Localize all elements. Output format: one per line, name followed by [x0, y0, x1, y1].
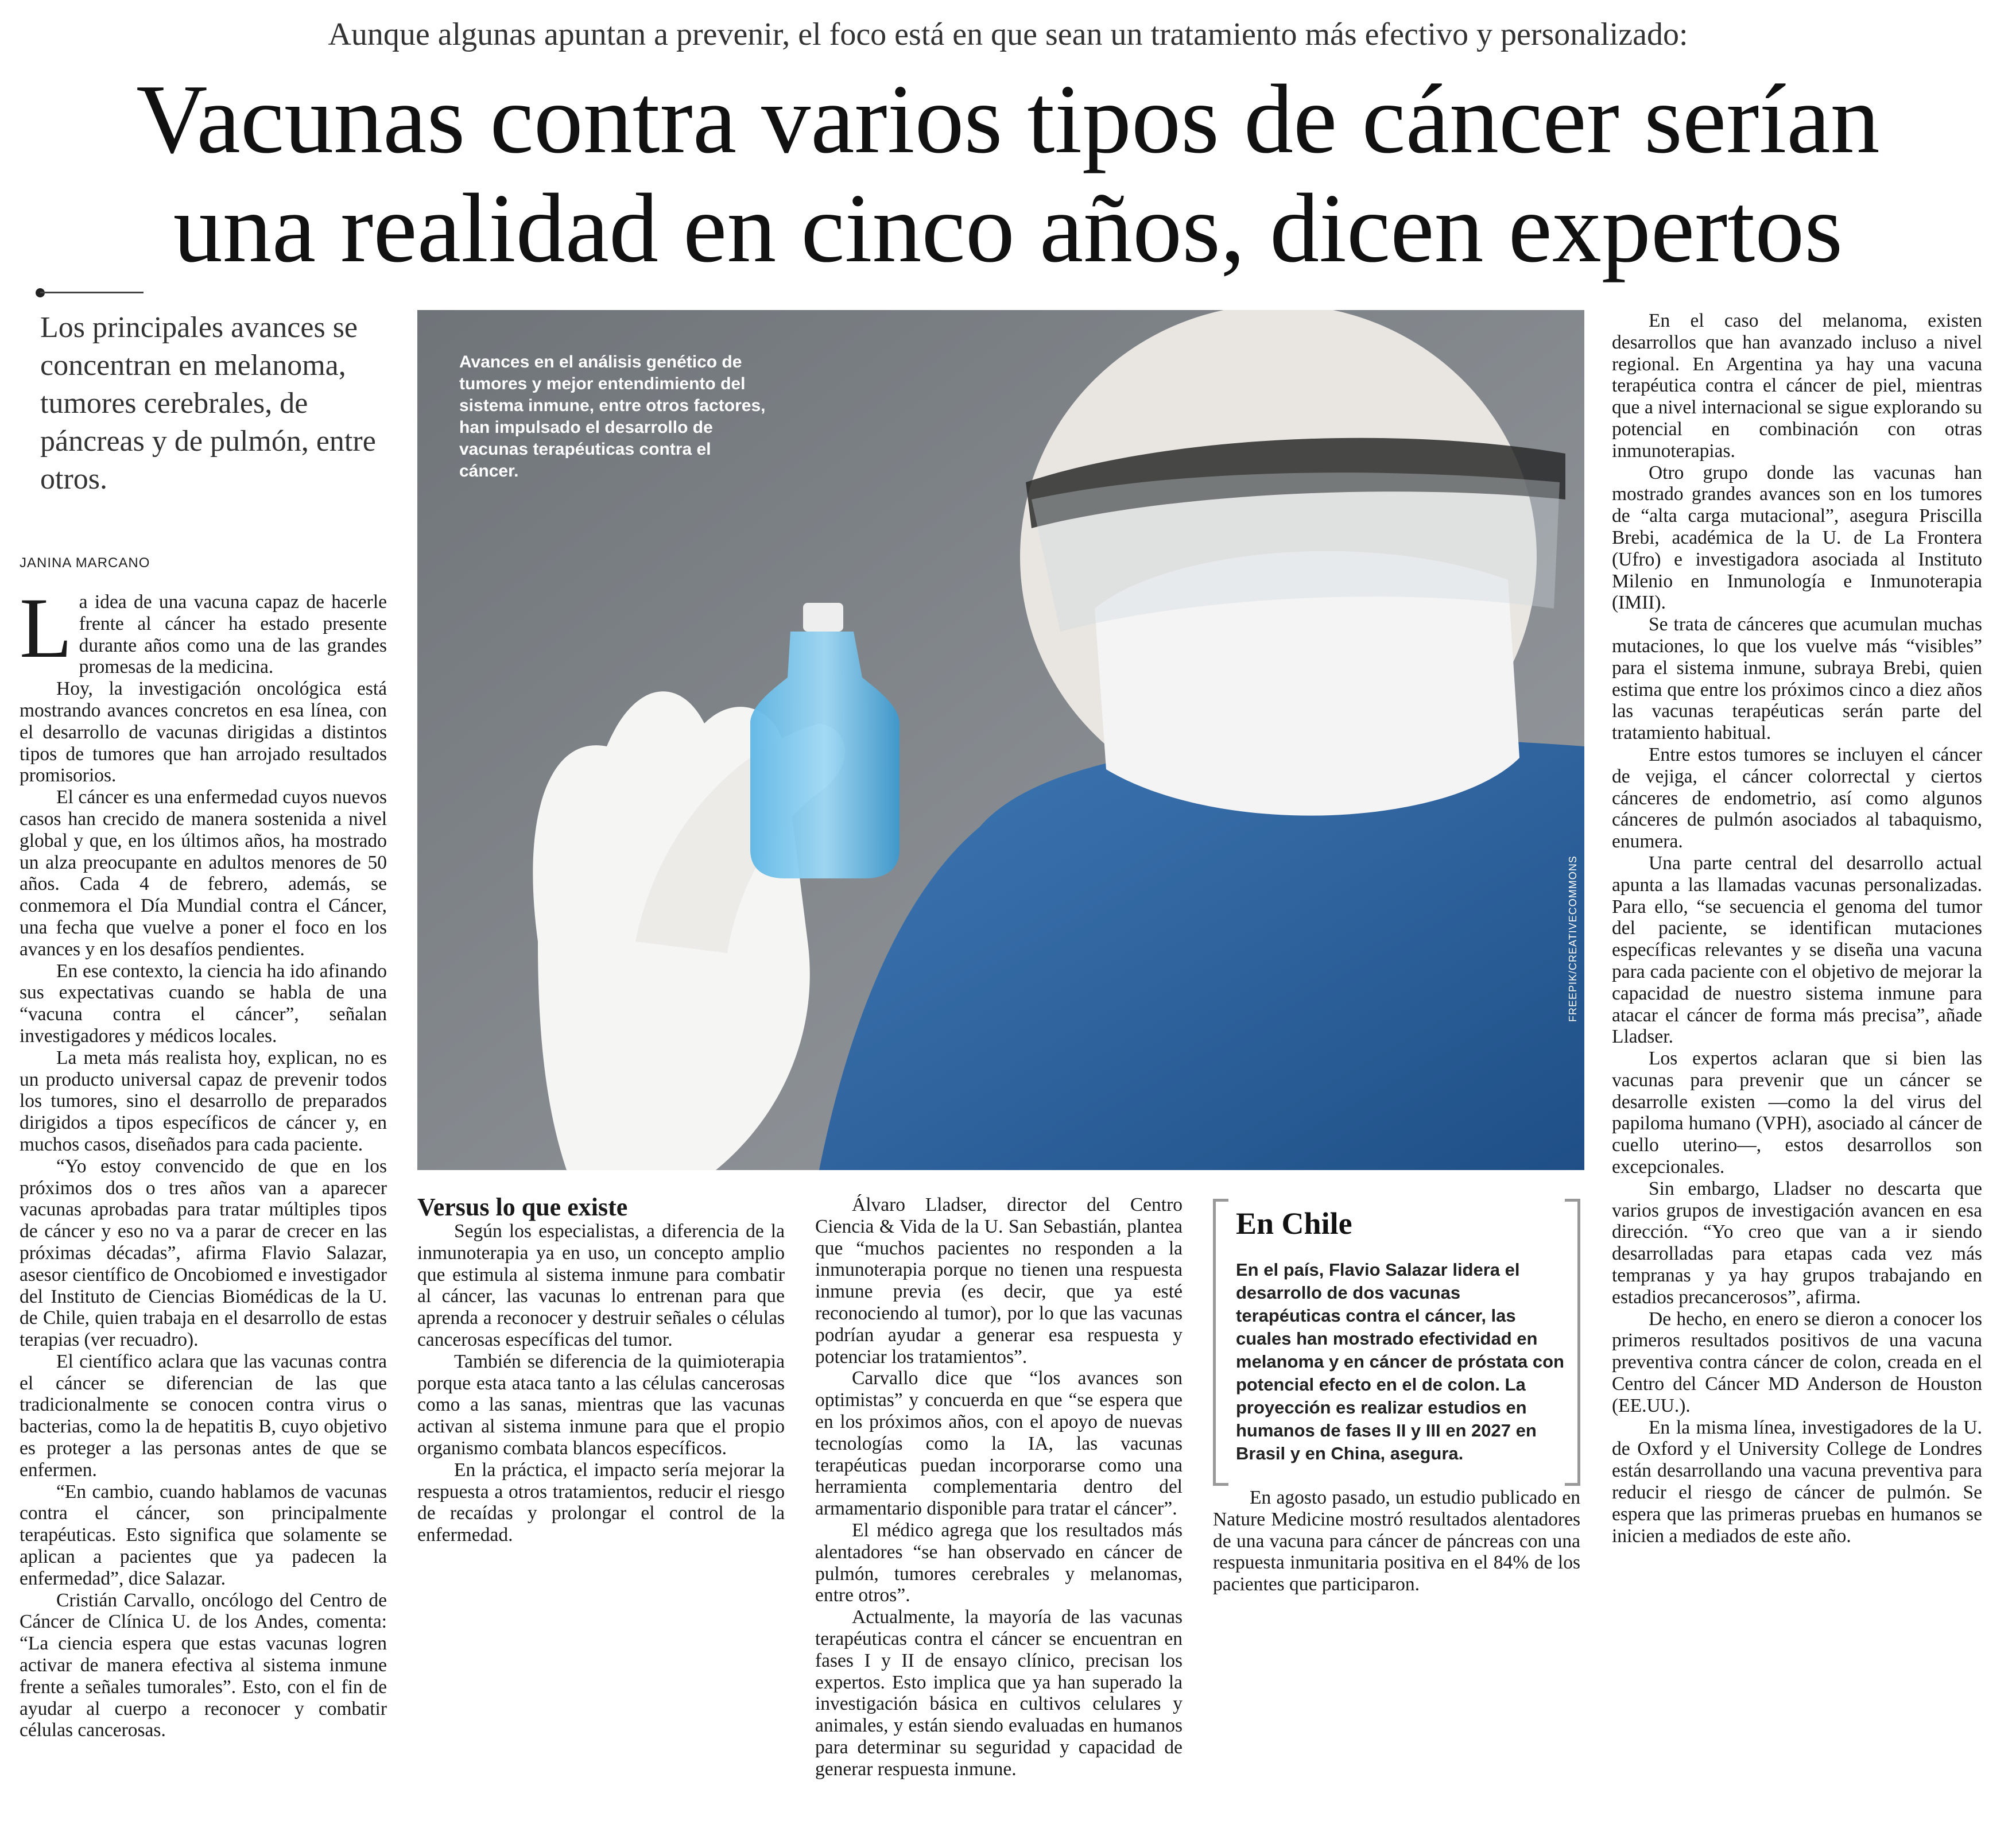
paragraph: Según los especialistas, a diferencia de la inmunoterapia ya en uso, un concepto amplio que estimula al sistema inmune para combatir al cáncer, las vacunas lo entrenan para que aprenda a reconocer y destruir señales o células cancerosas específicas del tumor. [417, 1221, 785, 1350]
paragraph: Una parte central del desarrollo actual apunta a las llamadas vacunas personalizadas. Para ello, “se secuencia el genoma del tumor del paciente, se identifican mutaciones específicas relevantes y se diseña una vacuna para cada paciente con el objetivo de mejorar la capacidad de nuestro sistema inmune para atacar el cáncer de forma más precisa”, añade Lladser. [1612, 852, 1982, 1048]
headline-line-1: Vacunas contra varios tipos de cáncer serían [136, 65, 1880, 174]
column-4 [1213, 1487, 1580, 1820]
photo-credit: FREEPIK/CREATIVECOMMONS [1567, 855, 1579, 1022]
deck: Los principales avances se concentran en melanoma, tumores cerebrales, de páncreas y de pulmón, entre otros. [40, 311, 376, 495]
paragraph: a idea de una vacuna capaz de hacerle frente al cáncer ha estado presente durante años como una de las grandes promesas de la medicina. [79, 591, 387, 678]
paragraph: Álvaro Lladser, director del Centro Ciencia & Vida de la U. San Sebastián, plantea que “muchos pacientes no responden a la inmunoterapia porque no tienen una respuesta inmune previa (es decir, que ya esté reconociendo al tumor), por lo que las vacunas podrían ayudar a generar esa respuesta y potenciar los tratamientos”. [815, 1194, 1183, 1368]
paragraph: De hecho, en enero se dieron a conocer los primeros resultados positivos de una vacuna preventiva contra cáncer de colon, creada en el Centro del Cáncer MD Anderson de Houston (EE.UU.). [1612, 1308, 1982, 1416]
paragraph: Hoy, la investigación oncológica está mostrando avances concretos en esa línea, con el desarrollo de vacunas dirigidas a distintos tipos de tumores que han arrojado resultados promisorios. [20, 678, 387, 787]
kicker: Aunque algunas apuntan a prevenir, el foco está en que sean un tratamiento más efectivo y personalizado: [328, 17, 1688, 52]
paragraph: En agosto pasado, un estudio publicado en Nature Medicine mostró resultados alentadores de una vacuna para cáncer de páncreas con una respuesta inmunitaria positiva en el 84% de los pacientes que participaron. [1213, 1487, 1580, 1595]
paragraph: Otro grupo donde las vacunas han mostrado grandes avances son en los tumores de “alta carga mutacional”, asegura Priscilla Brebi, académica de la U. de La Frontera (Ufro) e investigadora asociada al Instituto Milenio en Inmunología e Inmunoterapia (IMII). [1612, 462, 1982, 614]
paragraph: “En cambio, cuando hablamos de vacunas contra el cáncer, son principalmente terapéuticas. Esto significa que solamente se aplican a pacientes que ya padecen la enfermedad”, dice Salazar. [20, 1481, 387, 1589]
subhead: Versus lo que existe [417, 1194, 628, 1221]
paragraph: En la misma línea, investigadores de la U. de Oxford y el University College de Londres están desarrollando una vacuna preventiva para reducir el riesgo de cáncer de pulmón. Se espera que las primeras pruebas en humanos se inicien a mediados de este año. [1612, 1416, 1982, 1547]
paragraph: En el caso del melanoma, existen desarrollos que han avanzado incluso a nivel regional. En Argentina ya hay una vacuna terapéutica contra el cáncer de piel, mientras que a nivel internacional se sigue explorando su potencial en combinación con otras inmunoterapias. [1612, 310, 1982, 462]
headline-line-2: una realidad en cinco años, dicen expertos [173, 174, 1843, 283]
deck-rule [40, 292, 144, 293]
paragraph: El científico aclara que las vacunas contra el cáncer se diferencian de las que tradicionalmente se conocen contra virus o bacterias, como la de hepatitis B, cuyo objetivo es proteger a las personas antes de que se enfermen. [20, 1350, 387, 1481]
column-3 [815, 1194, 1183, 1820]
paragraph: En la práctica, el impacto sería mejorar la respuesta a otros tratamientos, reducir el riesgo de recaídas y prolongar el control de la enfermedad. [417, 1459, 785, 1546]
column-5 [1612, 310, 1982, 1820]
paragraph: El médico agrega que los resultados más alentadores “se han observado en cáncer de pulmón, tumores cerebrales y melanomas, entre otros”. [815, 1519, 1183, 1606]
paragraph: También se diferencia de la quimioterapia porque esta ataca tanto a las células cancerosas como a las sanas, mientras que las vacunas activan al sistema inmune para que el propio organismo combata blancos específicos. [417, 1350, 785, 1459]
paragraph: Sin embargo, Lladser no descarta que varios grupos de investigación avancen en esa dirección. “Yo creo que van a ir siendo desarrolladas para etapas cada vez más tempranas y ya hay grupos trabajando en estadios precancerosos”, afirma. [1612, 1178, 1982, 1308]
sidebar-box [1213, 1199, 1580, 1480]
paragraph: Los expertos aclaran que si bien las vacunas para prevenir que un cáncer se desarrolle existen —como la del virus del papiloma humano (VPH), asociado al cáncer de cuello uterino—, estos desarrollos son excepcionales. [1612, 1048, 1982, 1178]
box-body: En el país, Flavio Salazar lidera el desarrollo de dos vacunas terapéuticas contra el cáncer, las cuales han mostrado efectividad en melanoma y en cáncer de próstata con potencial efecto en el de colon. La proyección es realizar estudios en humanos de fases II y III en 2027 en Brasil y en China, asegura. [1236, 1260, 1564, 1463]
column-2 [417, 1194, 785, 1820]
paragraph: El cáncer es una enfermedad cuyos nuevos casos han crecido de manera sostenida a nivel global y que, en los últimos años, ha mostrado un alza preocupante en adultos menores de 50 años. Cada 4 de febrero, además, se conmemora el Día Mundial contra el Cáncer, una fecha que vuelve a poner el foco en los avances y en los desafíos pendientes. [20, 787, 387, 960]
paragraph: La meta más realista hoy, explican, no es un producto universal capaz de prevenir todos los tumores, sino el desarrollo de preparados dirigidos a tipos específicos de cáncer y, en muchos casos, diseñados para cada paciente. [20, 1047, 387, 1155]
photo-caption: Avances en el análisis genético de tumores y mejor entendimiento del sistema inmune, entre otros factores, han impulsado el desarrollo de vacunas terapéuticas contra el cáncer. [459, 353, 766, 481]
paragraph: Entre estos tumores se incluyen el cáncer de vejiga, el cáncer colorrectal y ciertos cánceres de endometrio, así como algunos cánceres de pulmón asociados al tabaquismo, enumera. [1612, 743, 1982, 853]
drop-cap: L [20, 591, 72, 676]
paragraph: Actualmente, la mayoría de las vacunas terapéuticas contra el cáncer se encuentran en fases I y II de ensayo clínico, precisan los expertos. Esto implica que ya han superado la investigación básica en cultivos celulares y animales, y están siendo evaluadas en humanos para determinar su seguridad y capacidad de generar respuesta inmune. [815, 1606, 1183, 1780]
paragraph: “Yo estoy convencido de que en los próximos dos o tres años van a aparecer vacunas aprobadas para tratar múltiples tipos de cáncer y eso no va a parar de crecer en las próximas décadas”, afirma Flavio Salazar, asesor científico de Oncobiomed e investigador del Instituto de Ciencias Biomédicas de la U. de Chile, quien trabaja en el desarrollo de estas terapias (ver recuadro). [20, 1155, 387, 1351]
column-1 [20, 591, 387, 1820]
box-bracket-left [1213, 1199, 1228, 1486]
paragraph: Se trata de cánceres que acumulan muchas mutaciones, lo que los vuelve más “visibles” para el sistema inmune, subraya Brebi, quien estima que entre los próximos cinco a diez años las vacunas terapéuticas serán parte del tratamiento habitual. [1612, 614, 1982, 744]
paragraph: Cristián Carvallo, oncólogo del Centro de Cáncer de Clínica U. de los Andes, comenta: “La ciencia espera que estas vacunas logren activar de manera efectiva al sistema inmune frente a señales tumorales”. Esto, con el fin de ayudar al cuerpo a reconocer y combatir células cancerosas. [20, 1589, 387, 1741]
paragraph: Carvallo dice que “los avances son optimistas” y concuerda en que “se espera que en los próximos años, con el apoyo de nuevas tecnologías como la IA, las vacunas terapéuticas puedan incorporarse como una herramienta complementaria dentro del armamentario disponible para tratar el cáncer”. [815, 1368, 1183, 1520]
byline: JANINA MARCANO [20, 555, 150, 571]
box-title: En Chile [1236, 1206, 1352, 1241]
paragraph: En ese contexto, la ciencia ha ido afinando sus expectativas cuando se habla de una “vacuna contra el cáncer”, señalan investigadores y médicos locales. [20, 960, 387, 1047]
